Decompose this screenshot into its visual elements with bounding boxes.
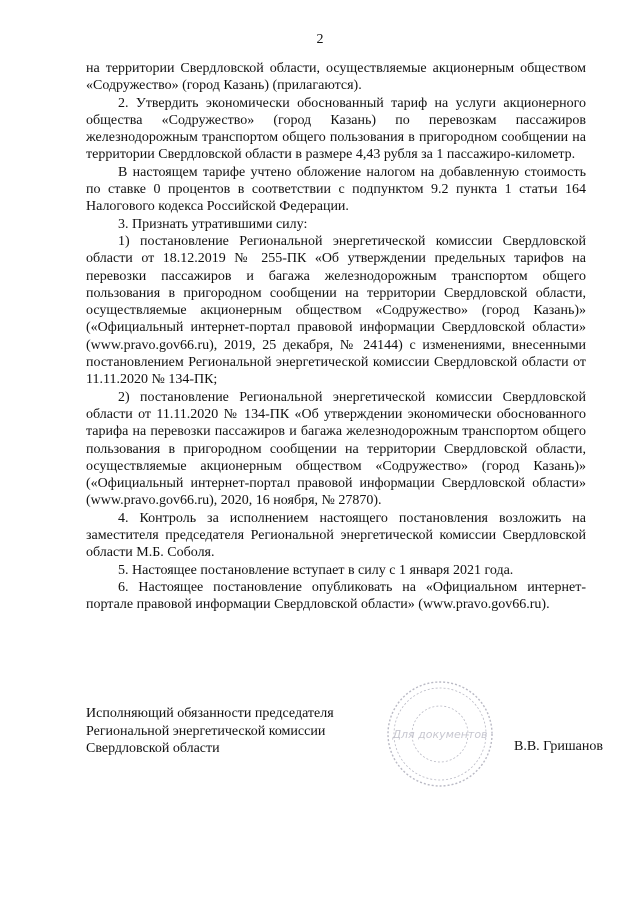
paragraph-1: на территории Свердловской области, осуществляемые акционерным обществом «Содружество» (город Казань) (прилагаются). [86,61,586,94]
paragraph-item-3: 3. Признать утратившими силу: [118,216,308,232]
signatory-title-line: Исполняющий обязанности председателя [86,706,334,721]
paragraph-item-6: 6. Настоящее постановление опубликовать на «Официальном интернет-портале правовой информации Свердловской области» (www.pravo.gov66.ru). [86,579,586,613]
paragraph-item-4: 4. Контроль за исполнением настоящего постановления возложить на заместителя председателя Региональной энергетической комиссии Свердловской области М.Б. Соболя. [86,510,586,561]
signatory-title-line: Свердловской области [86,741,220,756]
paragraph-vat-note: В настоящем тарифе учтено обложение налогом на добавленную стоимость по ставке 0 процентов в соответствии с подпунктом 9.2 пункта 1 статьи 164 Налогового кодекса Российской Федерации. [86,164,586,215]
paragraph-item-3-2: 2) постановление Региональной энергетической комиссии Свердловской области от 11.11.2020 № 134-ПК «Об утверждении экономически обоснованного тарифа на перевозки пассажиров и багажа железнодорожным транспортом общего пользования в пригородном сообщении на территории Свердловской области, осуществляемые акционерным обществом «Содружество» (город Казань)» («Официальный интернет-портал правовой информации Свердловской области» (www.pravo.gov66.ru), 2020, 16 ноября, № 27870). [86,389,586,509]
stamp-text: Для документов [392,728,488,741]
paragraph-item-2: 2. Утвердить экономически обоснованный тариф на услуги акционерного общества «Содружество» (город Казань) по перевозкам пассажиров железнодорожным транспортом общего пользования в пригородном сообщении на территории Свердловской области в размере 4,43 рубля за 1 пассажиро-километр. [86,95,586,163]
paragraph-item-5: 5. Настоящее постановление вступает в силу с 1 января 2021 года. [118,562,514,578]
official-stamp-icon [384,678,496,790]
signatory-name: В.В. Гришанов [514,739,603,754]
document-body [86,60,586,614]
page-number: 2 [316,32,324,47]
signatory-title [86,705,334,758]
signatory-title-line: Региональной энергетической комиссии [86,723,326,739]
paragraph-item-3-1: 1) постановление Региональной энергетической комиссии Свердловской области от 18.12.2019 № 255-ПК «Об утверждении предельных тарифов на перевозки пассажиров и багажа железнодорожным транспортом общего пользования в пригородном сообщении на территории Свердловской области, осуществляемые акционерным обществом «Содружество» (город Казань)» («Официальный интернет-портал правовой информации Свердловской области» (www.pravo.gov66.ru), 2019, 25 декабря, № 24144) с изменениями, внесенными постановлением Региональной энергетической комиссии Свердловской области от 11.11.2020 № 134-ПК; [86,233,586,388]
